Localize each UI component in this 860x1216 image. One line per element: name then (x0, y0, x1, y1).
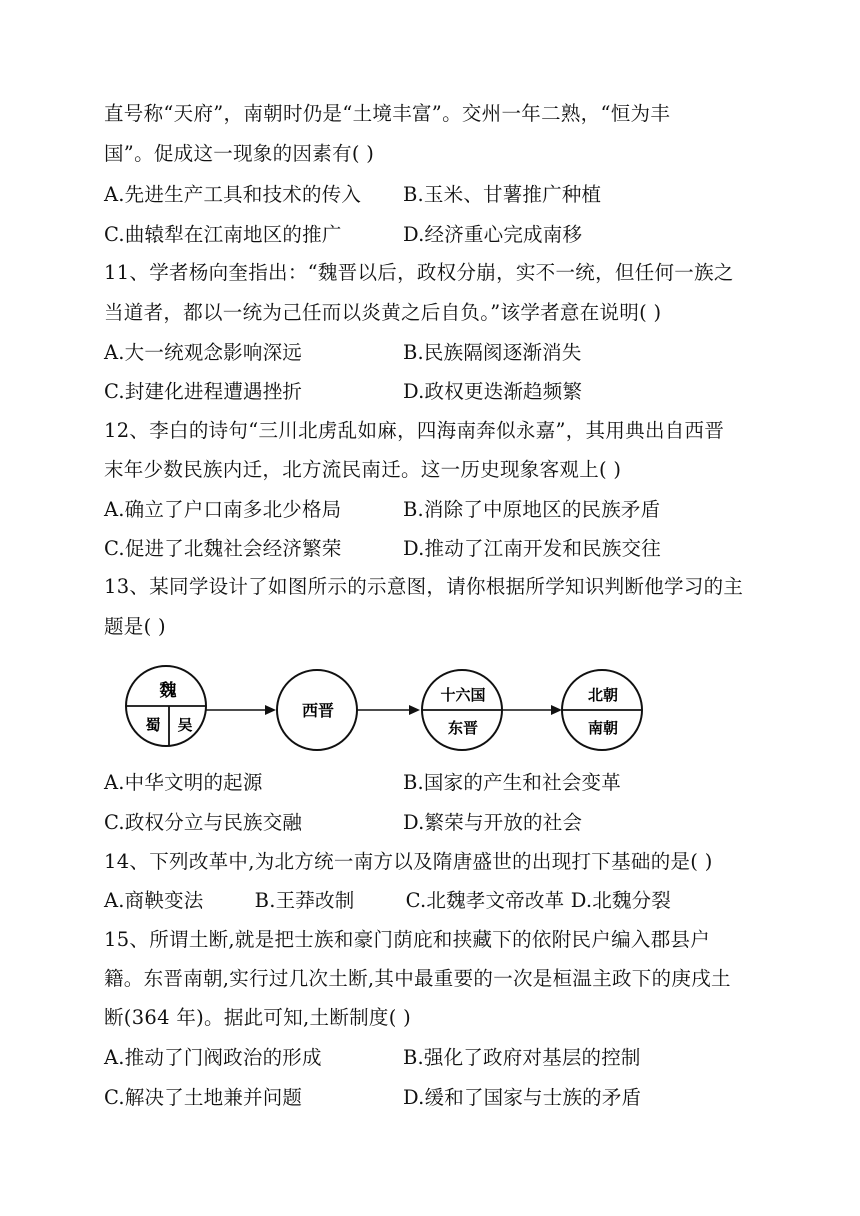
q10-option-c[interactable]: C.曲辕犁在江南地区的推广 (104, 223, 342, 246)
q15-stem-line-1: 15、所谓土断,就是把士族和豪门荫庇和挟藏下的依附民户编入郡县户 (104, 928, 711, 951)
arrow-3 (502, 705, 562, 715)
node-sixteen-kingdoms-eastern-jin (422, 670, 502, 750)
q13-option-b[interactable]: B.国家的产生和社会变革 (403, 771, 621, 794)
node-wei-shu-wu (126, 666, 206, 746)
node-western-jin-label: 西晋 (301, 701, 335, 720)
node-eastern-jin-label: 东晋 (447, 719, 479, 737)
q13-option-d[interactable]: D.繁荣与开放的社会 (403, 811, 583, 834)
q12-stem-line-2: 末年少数民族内迁，北方流民南迁。这一历史现象客观上( ) (104, 458, 622, 481)
q11-option-a[interactable]: A.大一统观念影响深远 (104, 341, 302, 364)
node-southern-dynasties-label: 南朝 (587, 719, 619, 737)
q12-option-a[interactable]: A.确立了户口南多北少格局 (104, 498, 342, 521)
q13-stem-line-2: 题是( ) (104, 615, 166, 638)
q14-stem-line-1: 14、下列改革中,为北方统一南方以及隋唐盛世的出现打下基础的是( ) (104, 850, 713, 873)
q12-option-d[interactable]: D.推动了江南开发和民族交往 (403, 537, 661, 560)
q11-option-b[interactable]: B.民族隔阂逐渐消失 (403, 341, 582, 364)
q13-option-a[interactable]: A.中华文明的起源 (104, 771, 263, 794)
q10-option-b[interactable]: B.玉米、甘薯推广种植 (403, 183, 602, 206)
dynasty-flow-diagram (124, 664, 654, 760)
q15-stem-line-3: 断(364 年)。据此可知,土断制度( ) (104, 1006, 412, 1029)
node-northern-southern-dynasties (562, 670, 642, 750)
q15-option-a[interactable]: A.推动了门阀政治的形成 (104, 1046, 322, 1069)
q11-stem-line-2: 当道者，都以一统为己任而以炎黄之后自负。”该学者意在说明( ) (104, 301, 662, 324)
q10-stem-line-1: 直号称“天府”，南朝时仍是“土境丰富”。交州一年二熟，“恒为丰 (104, 102, 671, 125)
q13-option-c[interactable]: C.政权分立与民族交融 (104, 811, 303, 834)
q12-stem-line-1: 12、李白的诗句“三川北虏乱如麻，四海南奔似永嘉”，其用典出自西晋 (104, 419, 725, 442)
q12-option-c[interactable]: C.促进了北魏社会经济繁荣 (104, 537, 342, 560)
q14-options[interactable]: A.商鞅变法 B.王莽改制 C.北魏孝文帝改革 D.北魏分裂 (104, 889, 672, 912)
q15-option-c[interactable]: C.解决了土地兼并问题 (104, 1086, 303, 1109)
q11-option-c[interactable]: C.封建化进程遭遇挫折 (104, 380, 303, 403)
q11-stem-line-1: 11、学者杨向奎指出：“魏晋以后，政权分崩，实不一统，但任何一族之 (104, 261, 734, 284)
q13-stem-line-1: 13、某同学设计了如图所示的示意图，请你根据所学知识判断他学习的主 (104, 575, 744, 598)
q10-stem-line-2: 国”。促成这一现象的因素有( ) (104, 142, 375, 165)
q10-option-d[interactable]: D.经济重心完成南移 (403, 223, 583, 246)
node-wu-label: 吴 (177, 716, 193, 734)
q15-option-b[interactable]: B.强化了政府对基层的控制 (403, 1046, 641, 1069)
q15-option-d[interactable]: D.缓和了国家与士族的矛盾 (403, 1086, 642, 1109)
q10-option-a[interactable]: A.先进生产工具和技术的传入 (104, 183, 362, 206)
q15-stem-line-2: 籍。东晋南朝,实行过几次土断,其中最重要的一次是桓温主政下的庚戌土 (104, 967, 731, 990)
node-western-jin (277, 670, 357, 750)
node-northern-dynasties-label: 北朝 (587, 686, 619, 704)
node-shu-label: 蜀 (145, 716, 161, 734)
node-wei-label: 魏 (159, 681, 177, 701)
node-sixteen-kingdoms-label: 十六国 (440, 686, 486, 704)
q11-option-d[interactable]: D.政权更迭渐趋频繁 (403, 380, 583, 403)
arrow-2 (357, 705, 420, 715)
q12-option-b[interactable]: B.消除了中原地区的民族矛盾 (403, 498, 661, 521)
arrow-1 (206, 705, 276, 715)
